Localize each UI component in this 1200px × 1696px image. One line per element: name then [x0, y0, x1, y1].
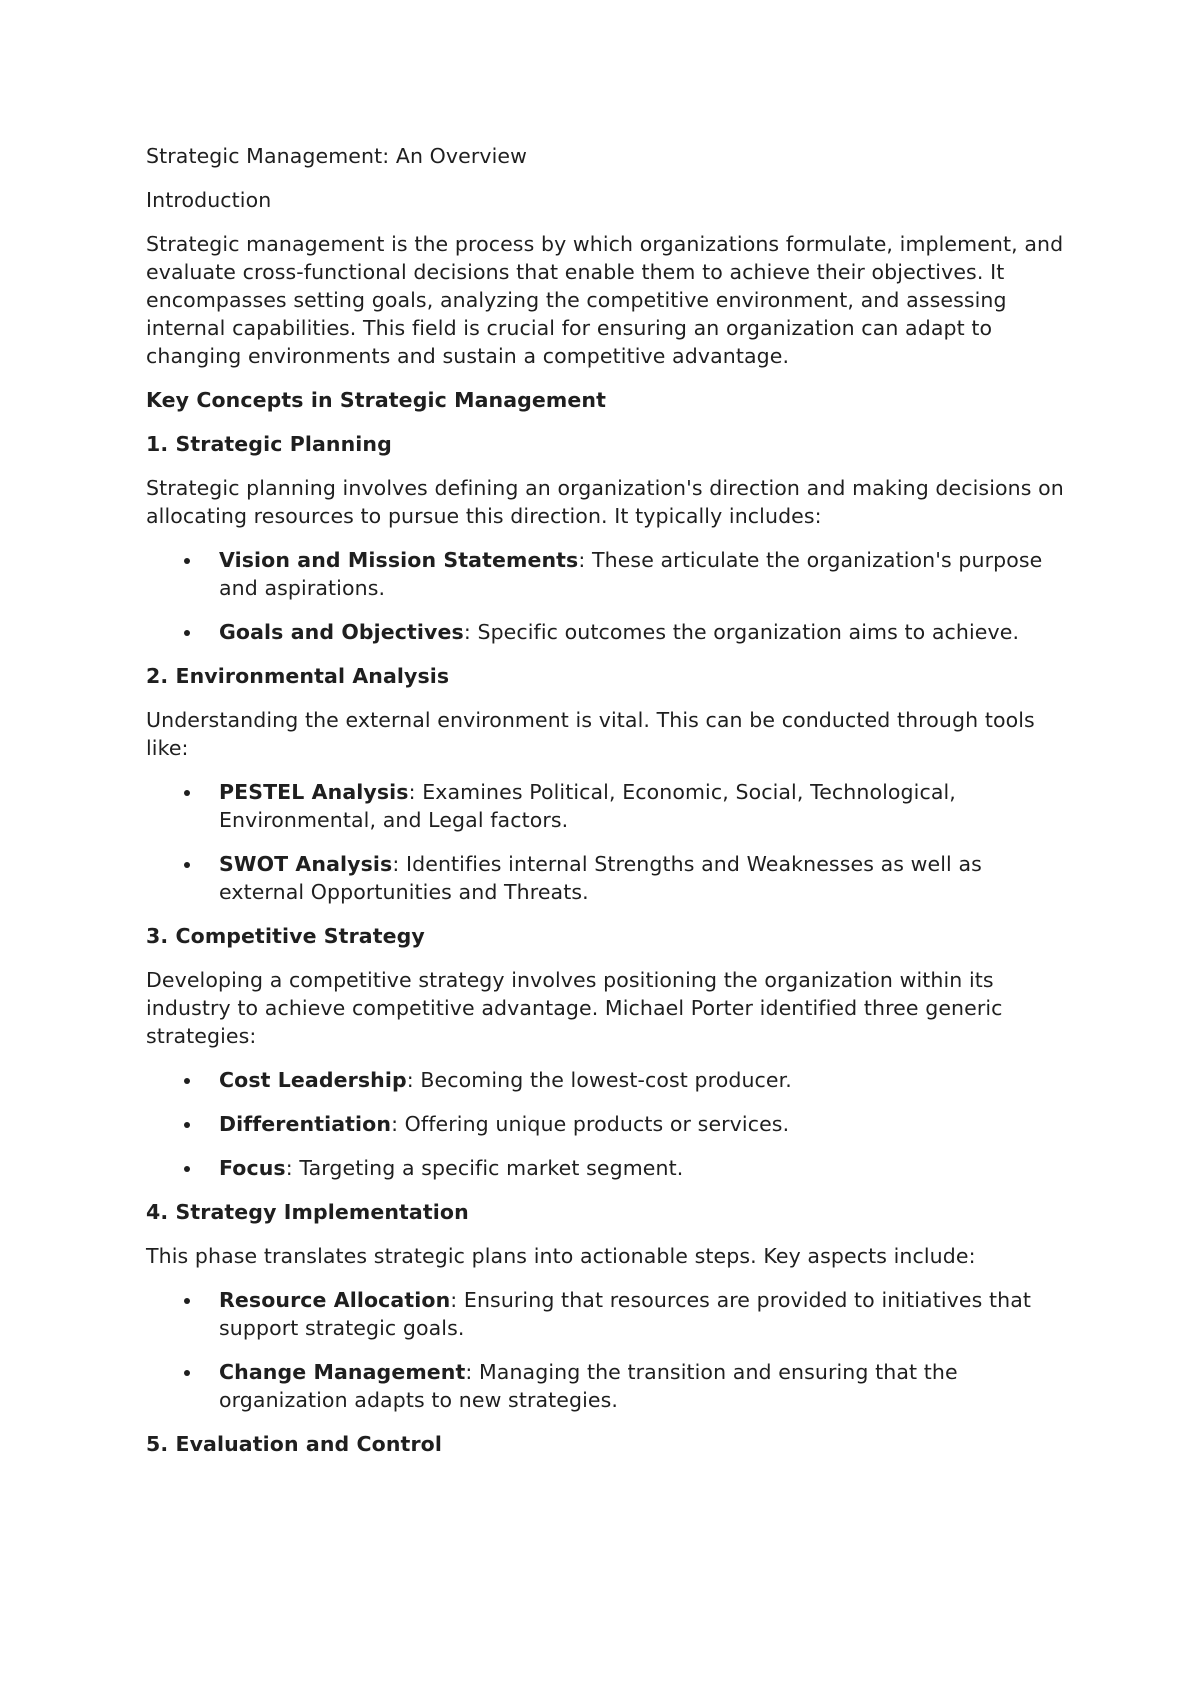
list-item	[146, 1110, 1066, 1138]
list-item-term: SWOT Analysis	[219, 852, 393, 876]
list-item-term: Goals and Objectives	[219, 620, 464, 644]
bullet-icon	[184, 1122, 190, 1128]
section-strategic-planning	[146, 430, 1066, 646]
section-environmental-analysis	[146, 662, 1066, 906]
key-concepts-heading: Key Concepts in Strategic Management	[146, 388, 606, 412]
section-paragraph: Strategic planning involves defining an organization's direction and making decisions on allocating resources to pursue this direction. It typically includes:	[146, 476, 1064, 528]
list-item-text: : Examines Political, Economic, Social, Technological, Environmental, and Legal factors.	[219, 780, 956, 832]
list-item-text: : Specific outcomes the organization aims to achieve.	[463, 620, 1020, 644]
section-evaluation-and-control	[146, 1430, 1066, 1458]
section-heading: 3. Competitive Strategy	[146, 924, 425, 948]
list-item-text: : Managing the transition and ensuring that the organization adapts to new strategies.	[219, 1360, 958, 1412]
section-paragraph: Developing a competitive strategy involves positioning the organization within its industry to achieve competitive advantage. Michael Porter identified three generic strategies:	[146, 968, 1003, 1048]
list-item	[146, 850, 1066, 906]
list-item	[146, 1066, 1066, 1094]
bullet-icon	[184, 1166, 190, 1172]
list-item-term: Resource Allocation	[219, 1288, 451, 1312]
bullet-icon	[184, 1078, 190, 1084]
list-item-text: : Ensuring that resources are provided to initiatives that support strategic goals.	[219, 1288, 1032, 1340]
list-item-term: Change Management	[219, 1360, 466, 1384]
bullet-list	[146, 546, 1066, 646]
list-item-term: Focus	[219, 1156, 286, 1180]
list-item	[146, 618, 1066, 646]
list-item-text: : Targeting a specific market segment.	[285, 1156, 684, 1180]
list-item-text: : These articulate the organization's purpose and aspirations.	[219, 548, 1043, 600]
bullet-icon	[184, 630, 190, 636]
list-item-text: : Becoming the lowest-cost producer.	[406, 1068, 792, 1092]
list-item	[146, 1286, 1066, 1342]
section-heading: 4. Strategy Implementation	[146, 1200, 469, 1224]
list-item	[146, 778, 1066, 834]
list-item	[146, 546, 1066, 602]
list-item-term: Differentiation	[219, 1112, 392, 1136]
list-item-text: : Offering unique products or services.	[391, 1112, 790, 1136]
section-paragraph: This phase translates strategic plans into actionable steps. Key aspects include:	[146, 1244, 976, 1268]
section-paragraph: Understanding the external environment is vital. This can be conducted through tools like:	[146, 708, 1035, 760]
section-heading: 2. Environmental Analysis	[146, 664, 450, 688]
list-item-text: : Identifies internal Strengths and Weaknesses as well as external Opportunities and Threats.	[219, 852, 982, 904]
introduction-heading: Introduction	[146, 188, 272, 212]
section-heading: 1. Strategic Planning	[146, 432, 392, 456]
section-strategy-implementation	[146, 1198, 1066, 1414]
bullet-icon	[184, 558, 190, 564]
list-item	[146, 1358, 1066, 1414]
section-heading: 5. Evaluation and Control	[146, 1432, 442, 1456]
list-item	[146, 1154, 1066, 1182]
bullet-list	[146, 778, 1066, 906]
document-page	[146, 142, 1066, 1474]
list-item-term: PESTEL Analysis	[219, 780, 409, 804]
bullet-icon	[184, 1370, 190, 1376]
introduction-paragraph: Strategic management is the process by which organizations formulate, implement, and evaluate cross-functional decisions that enable them to achieve their objectives. It encompasses setting goals, analyzing the competitive environment, and assessing internal capabilities. This field is crucial for ensuring an organization can adapt to changing environments and sustain a competitive advantage.	[146, 232, 1064, 368]
bullet-icon	[184, 790, 190, 796]
list-item-term: Vision and Mission Statements	[219, 548, 579, 572]
list-item-term: Cost Leadership	[219, 1068, 407, 1092]
bullet-icon	[184, 862, 190, 868]
document-title: Strategic Management: An Overview	[146, 144, 527, 168]
bullet-list	[146, 1286, 1066, 1414]
bullet-icon	[184, 1298, 190, 1304]
section-competitive-strategy	[146, 922, 1066, 1182]
bullet-list	[146, 1066, 1066, 1182]
